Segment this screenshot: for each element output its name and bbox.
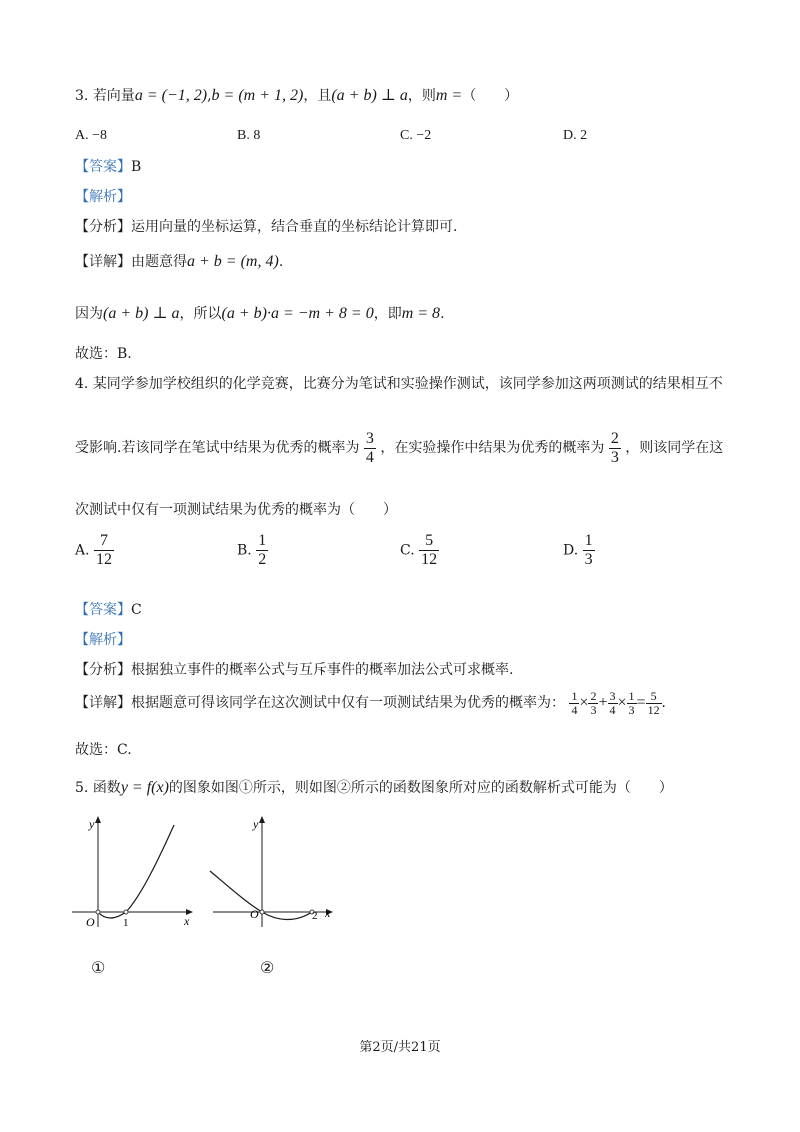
graph-1-y-label: y (89, 817, 95, 831)
q3-condition: (a + b) ⊥ a (331, 87, 408, 104)
q4-option-d-label: D. (563, 542, 579, 559)
q3-choice-text: 故选：B. (75, 346, 132, 362)
q4-frac-lab (609, 430, 621, 467)
q4-analysis-heading (75, 630, 131, 650)
q4-calc-f2n: 2 (590, 688, 597, 703)
graph-1-tick-label: 1 (123, 917, 129, 929)
q3-analysis-tag: 【解析】 (75, 189, 131, 205)
q3-ie-math: m = 8 (401, 305, 441, 322)
q3-answer (75, 157, 141, 177)
q4-calc-frac3 (608, 690, 618, 717)
q3-b-def: b = (m + 1, 2) (211, 87, 304, 104)
graph-1-origin-point (96, 910, 100, 914)
q5-stem (75, 778, 673, 798)
q4-calc-f3d: 4 (609, 702, 616, 717)
q4-calc-f4n: 1 (628, 688, 635, 703)
graph-2-y-label: y (253, 817, 259, 831)
q4-stem-line3 (75, 500, 397, 520)
graph-1-figure (70, 815, 200, 930)
q4-fenxi-text: 根据独立事件的概率公式与互斥事件的概率加法公式可求概率. (131, 662, 514, 678)
q4-option-a-den: 12 (96, 551, 113, 568)
q3-option-c-label: C. (400, 128, 413, 143)
q3-detail-math: a + b = (m, 4) (187, 253, 279, 270)
q4-detail (75, 686, 666, 720)
q5-func: y = f(x) (120, 779, 169, 796)
q3-option-b-value: 8 (253, 128, 261, 143)
q3-fenxi (75, 217, 457, 237)
q3-detail (75, 252, 283, 272)
q3-a-def: a = (−1, 2) (134, 87, 208, 104)
q4-calc-f1d: 4 (571, 702, 578, 717)
q3-option-b (237, 128, 260, 144)
q4-calc-op1: × (579, 694, 589, 711)
q3-answer-value: B (131, 159, 142, 175)
q3-ie-pre: ，即 (373, 306, 402, 322)
q3-stem-mid: ，且 (303, 88, 332, 104)
q3-so-pre: ，所以 (179, 306, 222, 322)
q3-so-math: (a + b)·a = −m + 8 = 0 (221, 305, 374, 322)
q3-detail-end: . (278, 254, 284, 270)
graph-2-origin-point (260, 910, 264, 914)
q4-calc-f4d: 3 (628, 702, 635, 717)
q4-calc-f5n: 5 (650, 688, 657, 703)
q4-choice-text: 故选：C. (75, 742, 132, 758)
q4-option-b-den: 2 (258, 551, 267, 568)
q3-because-math: (a + b) ⊥ a (103, 305, 180, 322)
q4-fenxi-tag: 【分析】 (75, 662, 131, 678)
q3-stem-post: ，则 (407, 88, 436, 104)
q4-choice (75, 740, 132, 760)
q4-frac1-den: 4 (365, 448, 374, 466)
q4-answer (75, 600, 142, 620)
q4-number: 4. (75, 376, 89, 392)
q3-option-c (400, 128, 431, 144)
q3-blank: （ ） (462, 88, 519, 104)
q3-stem: 3. 若向量a = (−1, 2),b = (m + 1, 2)，且(a + b) ⊥ a，则m =（ ） (75, 87, 519, 104)
graph-2-caption: ② (260, 958, 275, 977)
graph-2-tick-label: 2 (312, 910, 318, 922)
q4-option-d-num: 1 (584, 532, 593, 549)
q3-stem-pre: 若向量 (92, 88, 135, 104)
q3-ie-end: . (440, 306, 445, 322)
q4-calc-f1n: 1 (571, 688, 578, 703)
q3-detail-pre: 由题意得 (131, 254, 187, 270)
q4-calc-f3n: 3 (609, 688, 616, 703)
q4-option-b-label: B. (237, 542, 252, 559)
q3-option-c-value: −2 (416, 128, 432, 143)
q4-calc-op2: + (598, 694, 608, 711)
q4-answer-value: C (131, 602, 142, 618)
q4-answer-tag: 【答案】 (75, 602, 131, 618)
q4-option-b-num: 1 (258, 532, 267, 549)
q4-line2-c: ，则该同学在这 (625, 440, 724, 456)
q4-option-d-frac (583, 532, 595, 569)
q3-because-pre: 因为 (75, 306, 103, 322)
q3-option-a-label: A. (75, 128, 89, 143)
q4-calc-frac5 (646, 690, 662, 717)
q3-option-a (75, 128, 107, 144)
graph-2-figure (205, 815, 340, 930)
q5-stem-post: 的图象如图①所示，则如图②所示的函数图象所对应的函数解析式可能为（ ） (168, 780, 673, 796)
q4-stem-line1 (75, 374, 723, 394)
q3-number: 3. (75, 88, 89, 104)
q4-frac2-num: 2 (610, 429, 619, 447)
q4-stem-line2 (75, 428, 723, 468)
q3-option-d-value: 2 (580, 128, 588, 143)
q4-line2-b: ，在实验操作中结果为优秀的概率为 (380, 440, 605, 456)
q4-frac-written (364, 430, 376, 467)
q4-calc-f2d: 3 (590, 702, 597, 717)
q3-option-d (563, 128, 587, 144)
q4-line2-a: 受影响.若该同学在笔试中结果为优秀的概率为 (75, 440, 360, 456)
q3-option-d-label: D. (563, 128, 577, 143)
q4-calc-op3: × (617, 694, 627, 711)
q4-option-a-label: A. (75, 542, 90, 559)
page-footer: 第2页/共21页 (359, 1040, 441, 1055)
q3-option-b-label: B. (237, 128, 250, 143)
q4-line1: 某同学参加学校组织的化学竞赛，比赛分为笔试和实验操作测试，该同学参加这两项测试的结果相互不 (92, 376, 723, 392)
q4-detail-text: 根据题意可得该同学在这次测试中仅有一项测试结果为优秀的概率为： (131, 695, 565, 711)
q4-option-c-num: 5 (425, 532, 434, 549)
q4-frac1-num: 3 (365, 429, 374, 447)
graph-2-origin-label: O (250, 907, 259, 921)
q4-option-c-den: 12 (421, 551, 438, 568)
graph-2-x-label: x (325, 906, 331, 920)
q4-detail-tag: 【详解】 (75, 695, 131, 711)
q4-option-b (237, 532, 268, 569)
q5-number: 5. (75, 780, 89, 796)
q4-option-a-frac (94, 532, 114, 569)
q3-fenxi-tag: 【分析】 (75, 219, 131, 235)
q4-option-a-num: 7 (100, 532, 109, 549)
q4-analysis-tag: 【解析】 (75, 632, 131, 648)
q3-detail-tag: 【详解】 (75, 254, 131, 270)
q4-option-a (75, 532, 114, 569)
q3-answer-tag: 【答案】 (75, 159, 131, 175)
graph-1-curve (98, 825, 174, 918)
q4-fenxi (75, 660, 513, 680)
q3-fenxi-text: 运用向量的坐标运算，结合垂直的坐标结论计算即可. (131, 219, 458, 235)
q4-option-c (400, 532, 439, 569)
q4-line3: 次测试中仅有一项测试结果为优秀的概率为（ ） (75, 502, 397, 518)
q4-option-b-frac (256, 532, 268, 569)
q3-m-eq: m = (435, 87, 463, 104)
q5-stem-pre: 函数 (92, 780, 121, 796)
q4-option-d (563, 532, 595, 569)
q4-option-d-den: 3 (584, 551, 593, 568)
q4-calc-end: . (661, 694, 666, 711)
q3-analysis-heading (75, 187, 131, 207)
q4-frac2-den: 3 (610, 448, 619, 466)
q4-calc-frac1 (569, 690, 579, 717)
graph-1-caption: ① (91, 958, 106, 977)
graph-1-x-label: x (184, 914, 190, 928)
q4-calc-frac4 (627, 690, 637, 717)
q3-choice (75, 344, 132, 364)
q3-because (75, 304, 445, 324)
q3-option-a-value: −8 (92, 128, 108, 143)
q4-calc-f5d: 12 (647, 702, 660, 717)
q4-option-c-label: C. (400, 542, 415, 559)
q4-option-c-frac (419, 532, 439, 569)
q4-calc-frac2 (588, 690, 598, 717)
q4-calc-eq: = (636, 694, 646, 711)
graph-1-root-point (124, 910, 128, 914)
graph-1-origin-label: O (86, 915, 95, 929)
